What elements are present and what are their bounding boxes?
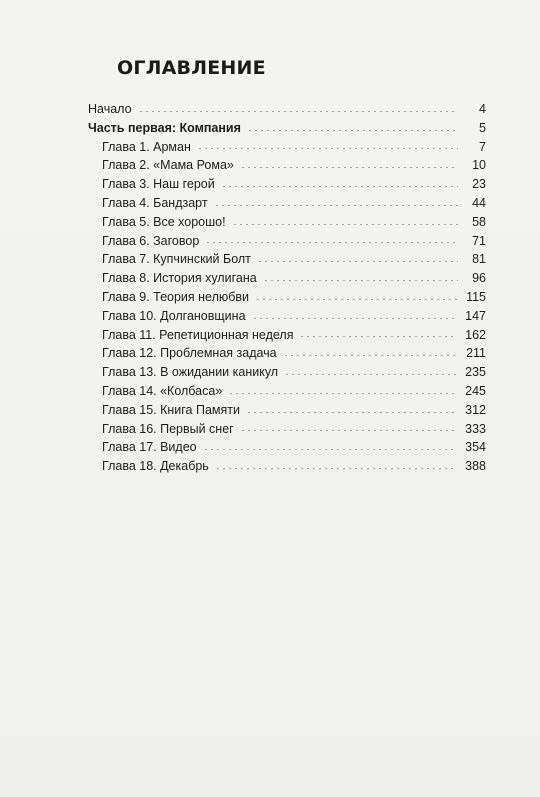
dot-leader: [138, 111, 458, 112]
toc-entry-page: 211: [466, 346, 486, 361]
toc-entry-label: Глава 1. Арман: [102, 139, 191, 154]
toc-entry-label: Глава 18. Декабрь: [102, 459, 209, 474]
toc-entry-page: 115: [466, 289, 486, 304]
toc-entry-page: 71: [472, 233, 486, 248]
toc-entry[interactable]: [88, 194, 486, 213]
dot-leader: [246, 412, 457, 413]
toc-entry[interactable]: [88, 326, 486, 345]
dot-leader: [214, 205, 458, 206]
toc-entry-page: 354: [465, 440, 486, 455]
dot-leader: [247, 130, 458, 131]
dot-leader: [283, 355, 458, 356]
toc-entry-label: Глава 6. Заговор: [102, 233, 200, 248]
toc-entry[interactable]: [88, 307, 486, 326]
dot-leader: [232, 224, 458, 225]
toc-part-heading[interactable]: [88, 119, 486, 138]
toc-entry-page: 4: [479, 102, 486, 116]
toc-entry-page: 312: [465, 402, 486, 417]
toc-entry-label: Глава 7. Купчинский Болт: [102, 252, 251, 267]
toc-entry[interactable]: [88, 138, 486, 157]
toc-entry-page: 333: [465, 421, 486, 436]
toc-entry[interactable]: [88, 288, 486, 307]
toc-entry-label: Глава 13. В ожидании каникул: [102, 365, 279, 380]
dot-leader: [240, 167, 458, 168]
dot-leader: [252, 318, 458, 319]
toc-entry-page: 388: [465, 459, 486, 474]
toc-entry-label: Глава 2. «Мама Рома»: [102, 158, 234, 173]
toc-entry-label: Начало: [88, 102, 132, 116]
toc-entry[interactable]: [88, 269, 486, 288]
toc-entry[interactable]: [88, 232, 486, 251]
toc-entry-page: 235: [465, 365, 486, 380]
toc-entry[interactable]: [88, 175, 486, 194]
toc-title: ОГЛАВЛЕНИЕ: [117, 57, 266, 79]
dot-leader: [255, 299, 458, 300]
toc-entry-label: Глава 8. История хулигана: [102, 271, 257, 286]
dot-leader: [284, 374, 457, 375]
toc-entry[interactable]: [88, 457, 486, 476]
toc-entry[interactable]: [88, 344, 486, 363]
dot-leader: [205, 242, 458, 243]
toc-entry-page: 96: [472, 271, 486, 286]
toc-entry-page: 10: [472, 158, 486, 173]
toc-entry-label: Глава 3. Наш герой: [102, 177, 215, 192]
toc-entry-label: Глава 9. Теория нелюбви: [102, 289, 250, 304]
toc-entry[interactable]: [88, 213, 486, 232]
toc-entry-page: 162: [465, 327, 486, 342]
toc-entry-label: Глава 10. Долгановщина: [102, 308, 246, 323]
toc-entry-label: Глава 4. Бандзарт: [102, 195, 208, 210]
toc-entry-label: Глава 11. Репетиционная неделя: [102, 327, 294, 342]
dot-leader: [257, 261, 458, 262]
dot-leader: [228, 393, 457, 394]
toc-entry[interactable]: [88, 156, 486, 175]
toc-entry[interactable]: [88, 100, 486, 119]
toc-entry[interactable]: [88, 363, 486, 382]
toc-entry-label: Глава 12. Проблемная задача: [102, 346, 277, 361]
toc-entry-page: 81: [472, 252, 486, 267]
toc-entry-label: Глава 16. Первый снег: [102, 421, 234, 436]
dot-leader: [221, 186, 458, 187]
dot-leader: [215, 468, 457, 469]
dot-leader: [299, 336, 457, 337]
dot-leader: [197, 148, 458, 149]
toc-entry-label: Часть первая: Компания: [88, 120, 241, 135]
toc-entry-label: Глава 17. Видео: [102, 440, 197, 455]
toc-entry-page: 245: [465, 383, 486, 398]
toc-entry-page: 147: [465, 308, 486, 323]
toc-entry-page: 7: [479, 139, 486, 154]
dot-leader: [263, 280, 458, 281]
dot-leader: [240, 430, 457, 431]
toc-entry[interactable]: [88, 250, 486, 269]
toc-entry-label: Глава 5. Все хорошо!: [102, 214, 226, 229]
toc-entry[interactable]: [88, 438, 486, 457]
toc-entry-label: Глава 14. «Колбаса»: [102, 383, 223, 398]
toc-entry-page: 58: [472, 214, 486, 229]
table-of-contents: [88, 100, 486, 476]
toc-entry-page: 5: [479, 120, 486, 135]
toc-entry-page: 23: [472, 177, 486, 192]
toc-entry[interactable]: [88, 382, 486, 401]
toc-entry-page: 44: [472, 195, 486, 210]
dot-leader: [203, 449, 458, 450]
toc-entry[interactable]: [88, 401, 486, 420]
toc-entry-label: Глава 15. Книга Памяти: [102, 402, 240, 417]
toc-entry[interactable]: [88, 420, 486, 439]
